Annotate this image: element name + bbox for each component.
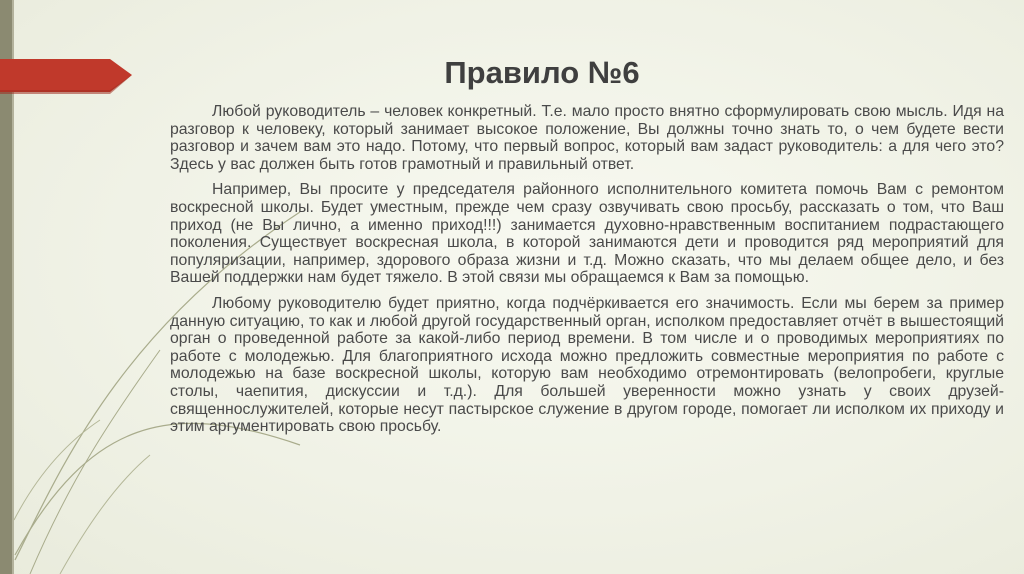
decor-curve-5 (14, 420, 100, 520)
decor-curve-3 (30, 350, 160, 574)
decor-curve-4 (60, 455, 150, 574)
slide-body (170, 103, 1004, 444)
paragraph-3: Любому руководителю будет приятно, когда подчёркивается его значимость. Если мы берем за пример данную ситуацию, то как и любой другой государственный орган, исполком предоставляет отчёт в вышестоящий орган о проведенной работе за какой-либо период времени. В том числе и о проводимых мероприятиях по работе с молодежью. Для благоприятного исхода можно предложить совместные мероприятия по работе с молодежью на базе воскресной школы, которую вам необходимо отремонтировать (велопробеги, круглые столы, чаепития, дискуссии и т.д.). Для большей уверенности можно узнать у своих друзей-священнослужителей, которые несут пастырское служение в другом городе, помогает ли исполком их приходу и этим аргументировать свою просьбу. (170, 294, 1004, 436)
paragraph-1: Любой руководитель – человек конкретный. Т.е. мало просто внятно сформулировать свою мысль. Идя на разговор к человеку, который занимает высокое положение, Вы должны точно знать то, о чем будете вести разговор и зачем вам это надо. Потому, что первый вопрос, который вам задаст руководитель: а для чего это? Здесь у вас должен быть готов грамотный и правильный ответ. (170, 103, 1004, 173)
paragraph-2: Например, Вы просите у председателя районного исполнительного комитета помочь Вам с ремонтом воскресной школы. Будет уместным, прежде чем сразу озвучивать свою просьбу, рассказать о том, что Ваш приход (не Вы лично, а именно приход!!!) занимается духовно-нравственным воспитанием подрастающего поколения. Существует воскресная школа, в которой занимаются дети и проводится ряд мероприятий для популяризации, например, здорового образа жизни и т.д. Можно сказать, что мы делаем общее дело, и без Вашей поддержки нам будет тяжело. В этой связи мы обращаемся к Вам за помощью. (170, 181, 1004, 287)
page-title: Правило №6 (444, 55, 640, 90)
